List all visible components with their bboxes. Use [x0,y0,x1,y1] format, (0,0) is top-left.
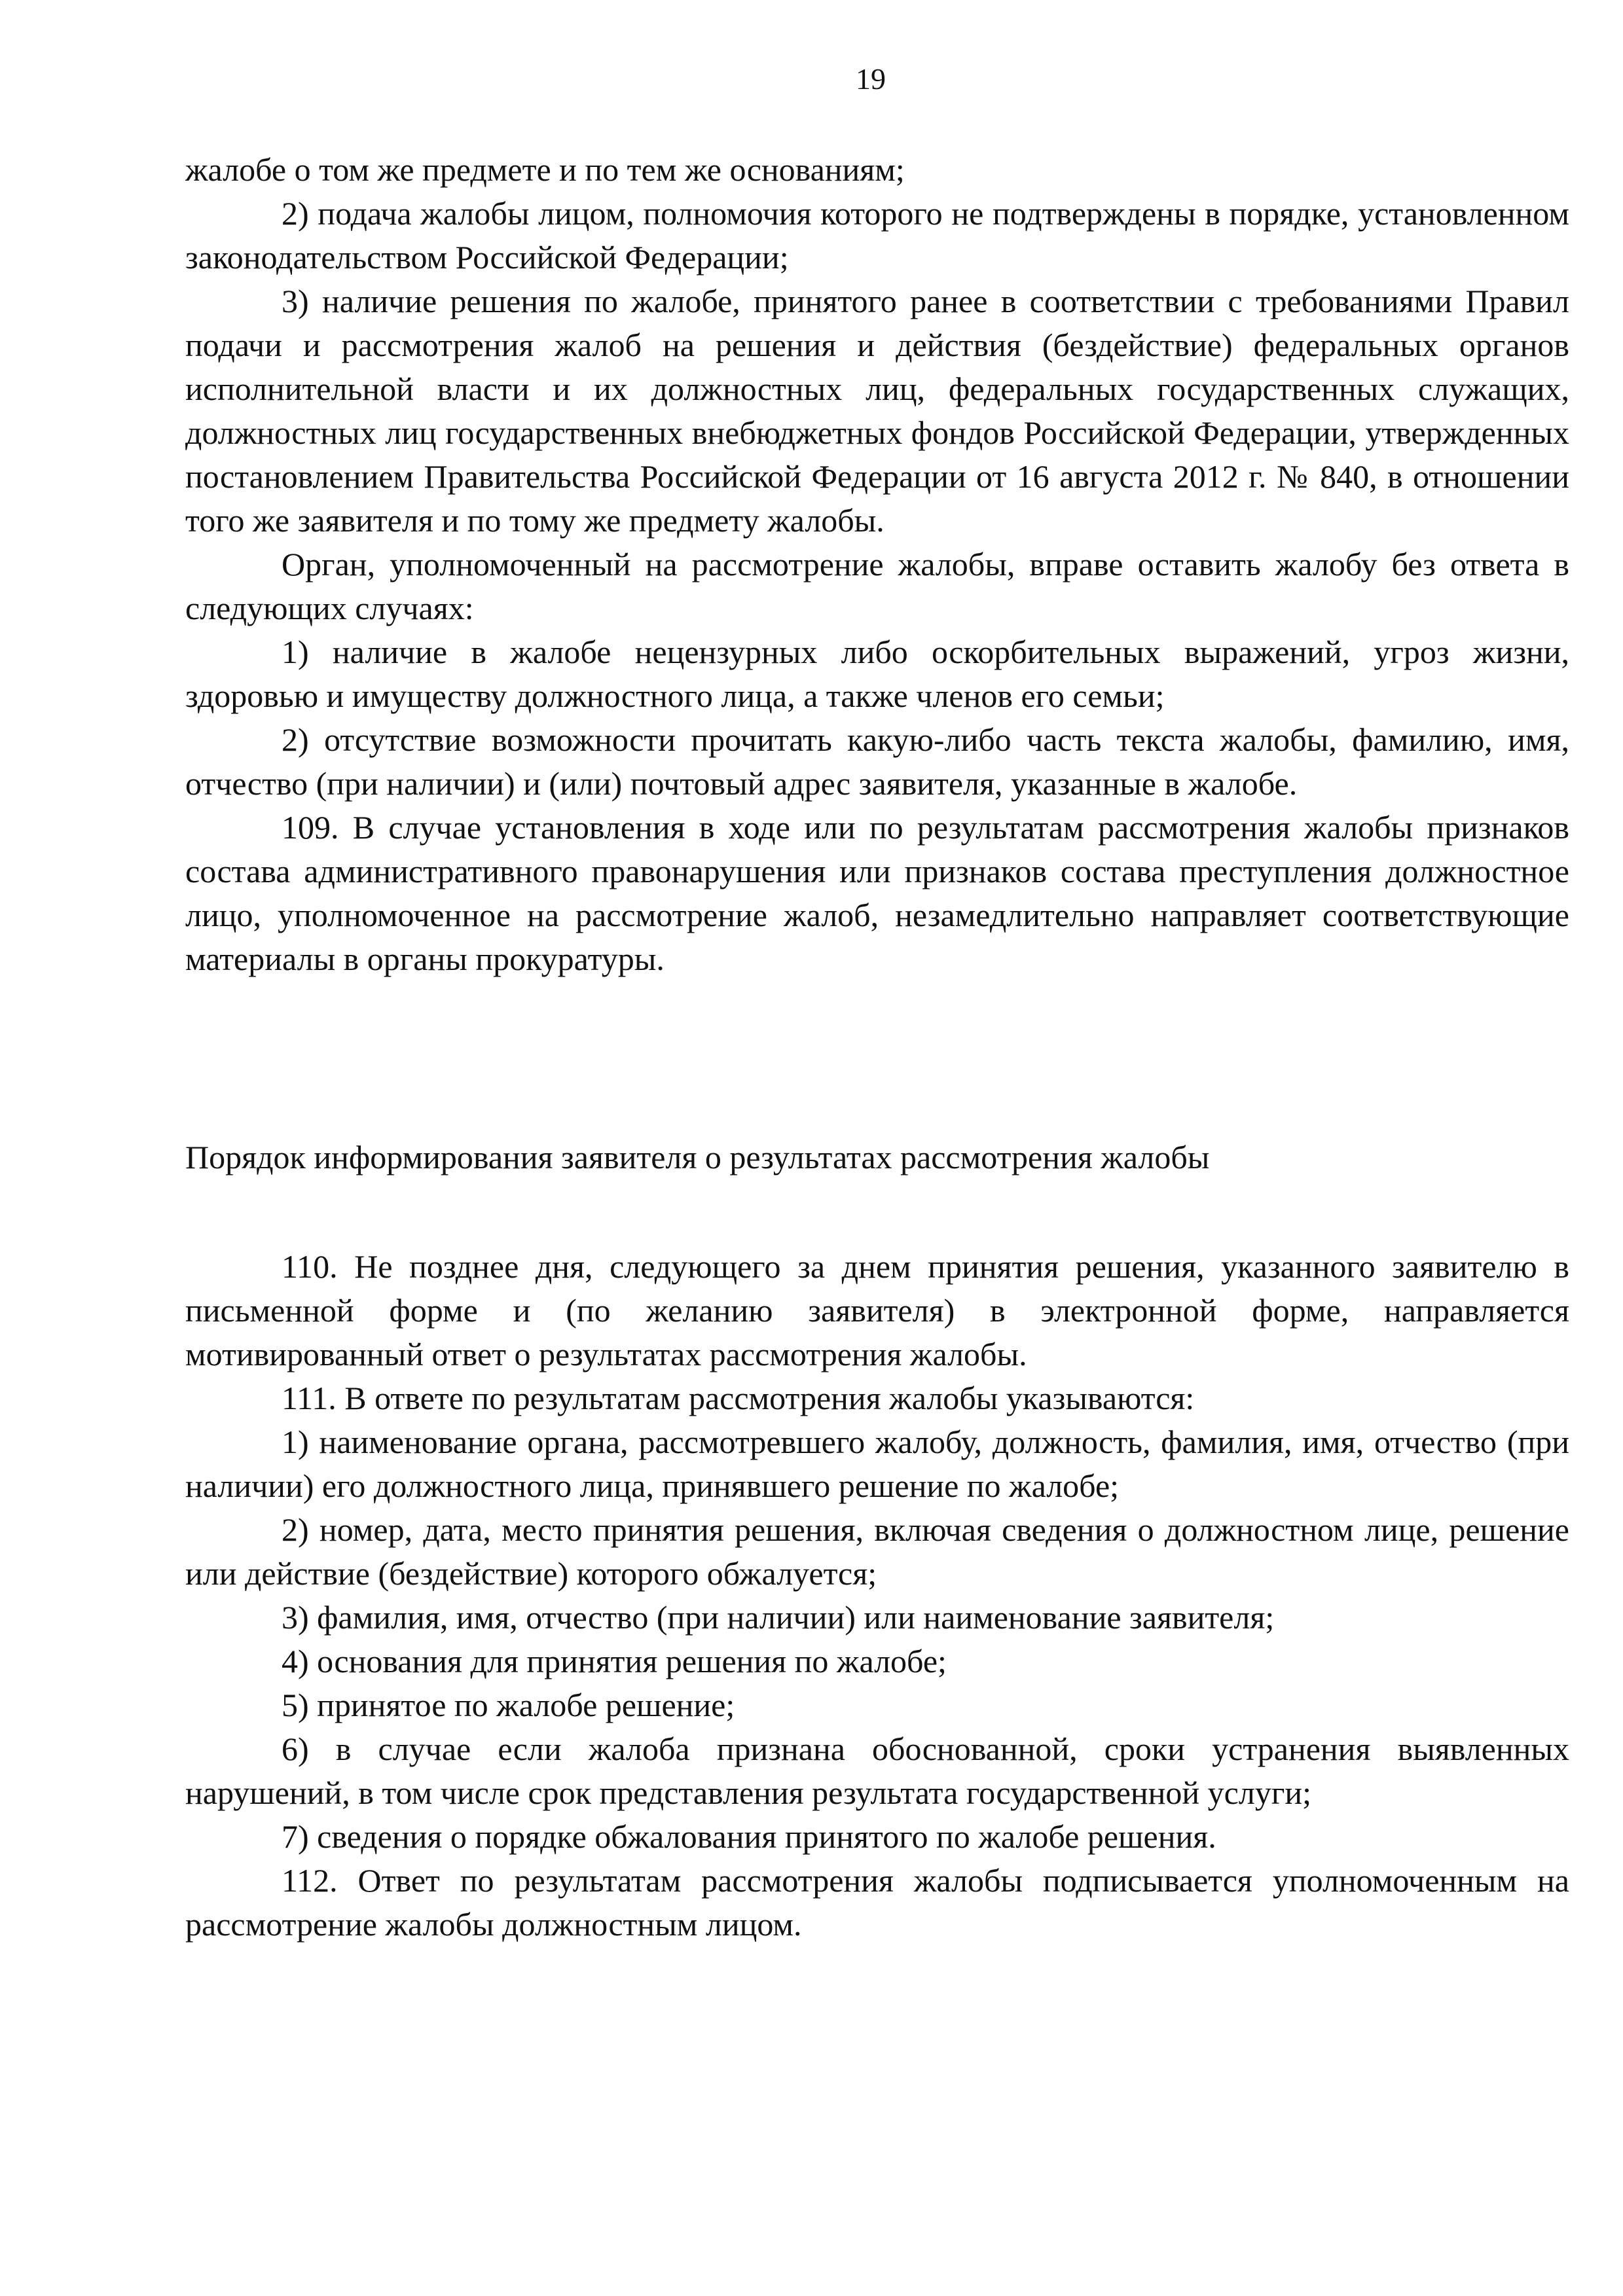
paragraph-item-2-filed-by-unauthorized: 2) подача жалобы лицом, полномочия которого не подтверждены в порядке, установленном законодательством Российской Федерации; [185,195,1569,276]
list-item-1: 1) наименование органа, рассмотревшего жалобу, должность, фамилия, имя, отчество (при наличии) его должностного лица, принявшего решение по жалобе; [185,1424,1569,1504]
list-item-6: 6) в случае если жалоба признана обоснованной, сроки устранения выявленных нарушений, в том числе срок представления результата государственной услуги; [185,1731,1569,1811]
paragraph-unreadable-text: 2) отсутствие возможности прочитать какую-либо часть текста жалобы, фамилию, имя, отчество (при наличии) и (или) почтовый адрес заявителя, указанные в жалобе. [185,721,1569,802]
spacer [185,981,1569,1136]
paragraph-obscene-language: 1) наличие в жалобе нецензурных либо оскорбительных выражений, угроз жизни, здоровью и имуществу должностного лица, а также членов его семьи; [185,634,1569,714]
list-item-3: 3) фамилия, имя, отчество (при наличии) или наименование заявителя; [282,1599,1275,1636]
spacer [185,1179,1569,1245]
paragraph-item-3-prior-decision: 3) наличие решения по жалобе, принятого ранее в соответствии с требованиями Правил подачи и рассмотрения жалоб на решения и действия (бездействие) федеральных органов исполнительной власти и их должностных лиц, федеральных государственных служащих, должностных лиц государственных внебюджетных фондов Российской Федерации, утвержденных постановлением Правительства Российской Федерации от 16 августа 2012 г. № 840, в отношении того же заявителя и по тому же предмету жалобы. [185,283,1569,539]
list-item-4: 4) основания для принятия решения по жалобе; [282,1643,947,1679]
paragraph-continuation: жалобе о том же предмете и по тем же основаниям; [185,151,905,188]
list-item-7: 7) сведения о порядке обжалования принятого по жалобе решения. [282,1818,1216,1855]
paragraph-110: 110. Не позднее дня, следующего за днем принятия решения, указанного заявителю в письменной форме и (по желанию заявителя) в электронной форме, направляется мотивированный ответ о результатах рассмотрения жалобы. [185,1248,1569,1372]
paragraph-111: 111. В ответе по результатам рассмотрения жалобы указываются: [282,1380,1195,1416]
page-number: 19 [856,62,886,96]
section-heading: Порядок информирования заявителя о результатах рассмотрения жалобы [185,1139,1210,1175]
list-item-2: 2) номер, дата, место принятия решения, включая сведения о должностном лице, решение или действие (бездействие) которого обжалуется; [185,1511,1569,1592]
paragraph-109: 109. В случае установления в ходе или по результатам рассмотрения жалобы признаков состава административного правонарушения или признаков состава преступления должностное лицо, уполномоченное на рассмотрение жалоб, незамедлительно направляет соответствующие материалы в органы прокуратуры. [185,809,1569,977]
list-item-5: 5) принятое по жалобе решение; [282,1687,735,1723]
paragraph-leave-without-answer: Орган, уполномоченный на рассмотрение жалобы, вправе оставить жалобу без ответа в следующих случаях: [185,546,1569,626]
paragraph-112: 112. Ответ по результатам рассмотрения жалобы подписывается уполномоченным на рассмотрение жалобы должностным лицом. [185,1862,1569,1943]
document-body [185,148,1569,1946]
